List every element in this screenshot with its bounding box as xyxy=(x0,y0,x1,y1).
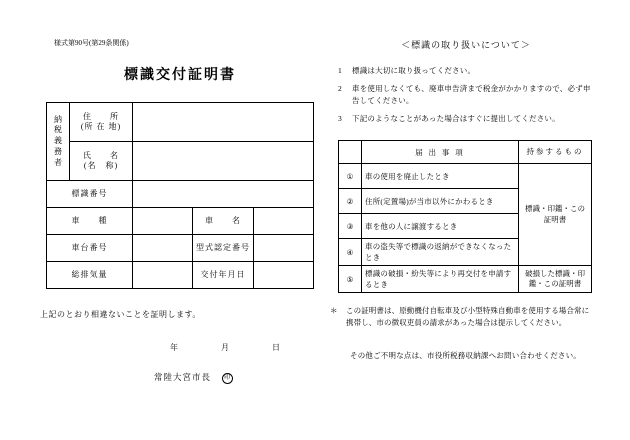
column-header-item: 届 出 事 項 xyxy=(362,141,519,164)
notice-item-text: 標識は大切に取り扱ってください。 xyxy=(352,66,476,75)
plate-number-value[interactable] xyxy=(133,181,314,208)
row-item-text: 住所(定置場)が当市以外にかわるとき xyxy=(362,189,519,214)
table-row xyxy=(47,235,314,262)
notice-list xyxy=(338,65,594,124)
table-header-row xyxy=(339,141,592,164)
vehicle-type-value[interactable] xyxy=(133,208,193,235)
notice-section xyxy=(330,38,594,361)
name-value[interactable] xyxy=(133,142,314,181)
list-item xyxy=(338,65,594,76)
model-cert-number-label: 型式認定番号 xyxy=(193,235,253,262)
seal-icon: 印 xyxy=(222,373,233,384)
day-label: 日 xyxy=(272,343,281,352)
issue-date-label: 交付年月日 xyxy=(193,262,253,289)
row-number: ① xyxy=(339,164,362,189)
issuer-name: 常陸大宮市長 xyxy=(154,372,212,382)
address-value[interactable] xyxy=(133,103,314,142)
notice-item-text: 下記のようなことがあった場合はすぐに提出してください。 xyxy=(352,113,560,123)
column-header-no xyxy=(339,141,362,164)
taxpayer-char-2: 税 xyxy=(54,125,62,135)
row-item-text: 車を他の人に譲渡するとき xyxy=(362,214,519,239)
bring-items-group-2: 破損した標識・印鑑・この証明書 xyxy=(519,266,592,293)
vehicle-name-value[interactable] xyxy=(253,208,313,235)
certificate-form-table xyxy=(46,102,314,289)
row-number: ③ xyxy=(339,214,362,239)
row-item-text: 標識の破損・紛失等により再交付を申請するとき xyxy=(362,266,519,293)
address-label-line2: (所 在 地) xyxy=(80,122,122,131)
row-item-text: 車の盗失等で標識の返納ができなくなったとき xyxy=(362,239,519,266)
taxpayer-char-5: 者 xyxy=(54,157,62,167)
footnote-marker: ＊ xyxy=(330,306,338,315)
taxpayer-vertical-header xyxy=(47,103,70,181)
address-label xyxy=(70,103,133,142)
column-header-bring: 持参するもの xyxy=(519,141,592,164)
year-label: 年 xyxy=(170,343,179,352)
month-label: 月 xyxy=(221,343,230,352)
notice-item-number: 1 xyxy=(338,66,342,75)
footnote xyxy=(330,305,594,328)
form-number: 様式第90号(第29条関係) xyxy=(54,39,129,47)
model-cert-number-value[interactable] xyxy=(253,235,313,262)
bring-items-group-1: 標識・印鑑・この証明書 xyxy=(519,164,592,266)
vehicle-type-label: 車 種 xyxy=(47,208,133,235)
taxpayer-char-4: 務 xyxy=(54,146,62,156)
address-label-line1: 住 所 xyxy=(83,112,119,121)
chassis-number-label: 車台番号 xyxy=(47,235,133,262)
vehicle-name-label: 車 名 xyxy=(193,208,253,235)
contact-note: その他ご不明な点は、市役所税務収納課へお問い合わせください。 xyxy=(350,351,581,361)
notification-table xyxy=(338,140,592,293)
name-label xyxy=(70,142,133,181)
list-item xyxy=(338,113,594,124)
table-row xyxy=(47,208,314,235)
taxpayer-char-1: 納 xyxy=(54,114,62,124)
notice-item-number: 3 xyxy=(338,113,342,123)
issuer-line xyxy=(154,371,320,384)
name-label-line1: 氏 名 xyxy=(83,151,119,160)
row-number: ④ xyxy=(339,239,362,266)
certificate-section xyxy=(40,38,320,384)
certification-statement: 上記のとおり相違ないことを証明します。 xyxy=(40,310,201,319)
notice-item-number: 2 xyxy=(338,84,342,94)
displacement-value[interactable] xyxy=(133,262,193,289)
name-label-line2: (名 称) xyxy=(83,161,119,170)
issue-date-value[interactable] xyxy=(253,262,313,289)
footnote-text: この証明書は、原動機付自転車及び小型特殊自動車を使用する場合常に携帯し、市の徴収吏員の請求があった場合は提示してください。 xyxy=(346,306,590,327)
date-line xyxy=(170,342,320,353)
taxpayer-char-3: 義 xyxy=(54,136,62,146)
page-title: 標識交付証明書 xyxy=(124,68,236,83)
table-row xyxy=(47,262,314,289)
table-row xyxy=(47,142,314,181)
displacement-label: 総排気量 xyxy=(47,262,133,289)
row-item-text: 車の使用を廃止したとき xyxy=(362,164,519,189)
notice-title: ＜標識の取り扱いについて＞ xyxy=(401,40,531,50)
row-number: ② xyxy=(339,189,362,214)
table-row xyxy=(339,164,592,189)
list-item xyxy=(338,83,594,106)
table-row xyxy=(339,266,592,293)
chassis-number-value[interactable] xyxy=(133,235,193,262)
table-row xyxy=(47,181,314,208)
row-number: ⑤ xyxy=(339,266,362,293)
plate-number-label: 標識番号 xyxy=(47,181,133,208)
notice-item-text: 車を使用しなくても、廃車申告済まで税金がかかりますので、必ず申告してください。 xyxy=(352,84,591,105)
table-row xyxy=(47,103,314,142)
